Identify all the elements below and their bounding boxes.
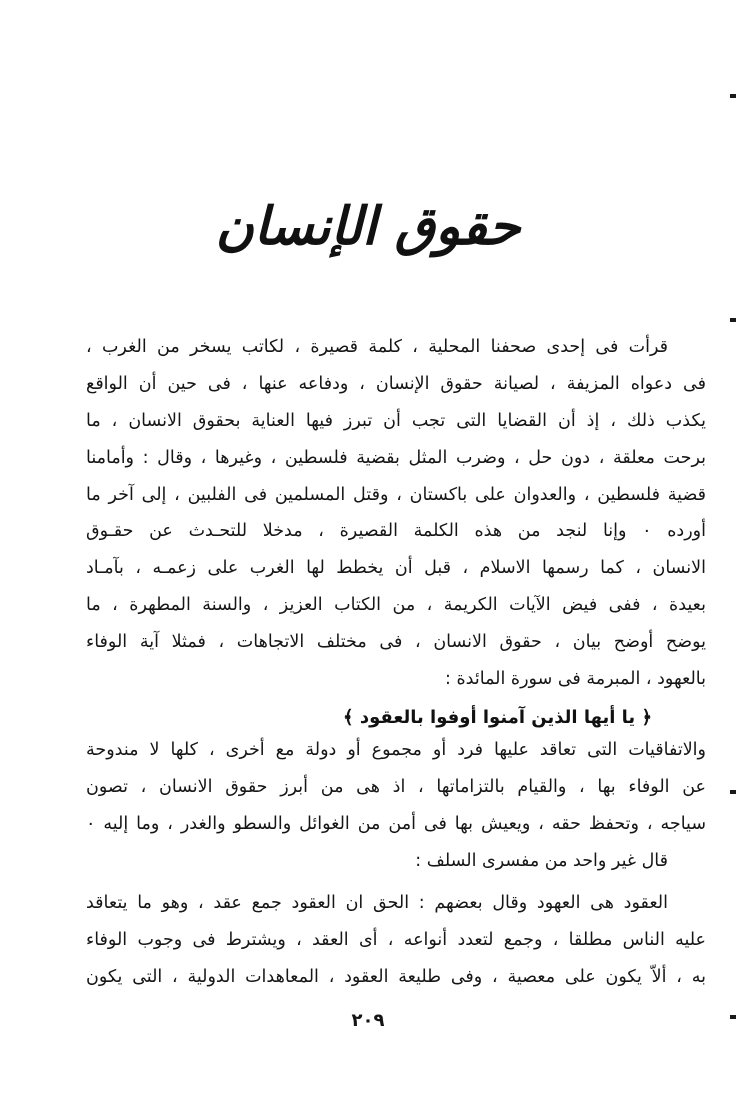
text-line: فى دعواه المزيفة ، لصيانة حقوق الإنسان ، ودفاعه عنها ، فى حين أن الواقع [86, 373, 706, 394]
paragraph-3 [86, 885, 706, 996]
text-line: أورده ٠ وإنا لنجد من هذه الكلمة القصيرة ، مدخلا للتحـدث عن حقـوق [86, 521, 706, 542]
text-line: الانسان ، كما رسمها الاسلام ، قبل أن يخطط لها الغرب على زعمـه ، بآمـاد [86, 558, 706, 579]
text-line: به ، ألاّ يكون على معصية ، وفى طليعة العقود ، المعاهدات الدولية ، التى يكون [86, 966, 706, 987]
edge-mark [730, 318, 736, 322]
text-line: والاتفاقيات التى تعاقد عليها فرد أو مجموع أو دولة مع أخرى ، كلها لا مندوحة [86, 740, 706, 760]
edge-mark [730, 790, 736, 794]
text-line: يوضح أوضح بيان ، حقوق الانسان ، فى مختلف الاتجاهات ، فمثلا آية الوفاء [86, 632, 706, 653]
page-title: حقوق الإنسان [215, 196, 521, 257]
paragraph-1 [86, 329, 706, 698]
text-line: قال غير واحد من مفسرى السلف : [415, 850, 668, 871]
text-line: سياجه ، وتحفظ حقه ، ويعيش بها فى أمن من الغوائل والسطو والغدر ، وما إليه ٠ [86, 813, 706, 834]
quran-verse: ﴿ يا أيها الذين آمنوا أوفوا بالعقود ﴾ [343, 707, 652, 728]
text-line: برحت معلقة ، دون حل ، وضرب المثل بقضية فلسطين ، وغيرها ، وقال : وأمامنا [86, 447, 706, 468]
edge-mark [730, 94, 736, 98]
text-line: قرأت فى إحدى صحفنا المحلية ، كلمة قصيرة ، لكاتب يسخر من الغرب ، [86, 337, 668, 357]
text-line: العقود هى العهود وقال بعضهم : الحق ان العقود جمع عقد ، وهو ما يتعاقد [86, 893, 668, 913]
text-line: يكذب ذلك ، إذ أن القضايا التى تجب أن تبرز فيها العناية بحقوق الانسان ، ما [86, 410, 706, 431]
paragraph-2 [86, 732, 706, 880]
text-line: بعيدة ، ففى فيض الآيات الكريمة ، من الكتاب العزيز ، والسنة المطهرة ، ما [86, 595, 706, 616]
text-line: عليه الناس مطلقا ، وجمع لتعدد أنواعه ، أى العقد ، ويشترط فى وجوب الوفاء [86, 929, 706, 950]
text-line: عن الوفاء بها ، والقيام بالتزاماتها ، اذ هى من أبرز حقوق الانسان ، تصون [86, 776, 706, 797]
text-line: بالعهود ، المبرمة فى سورة المائدة : [445, 669, 706, 690]
text-line: قضية فلسطين ، والعدوان على باكستان ، وقتل المسلمين فى الفلبين ، إلى آخر ما [86, 484, 706, 505]
page-number: ٢٠٩ [351, 1010, 385, 1031]
